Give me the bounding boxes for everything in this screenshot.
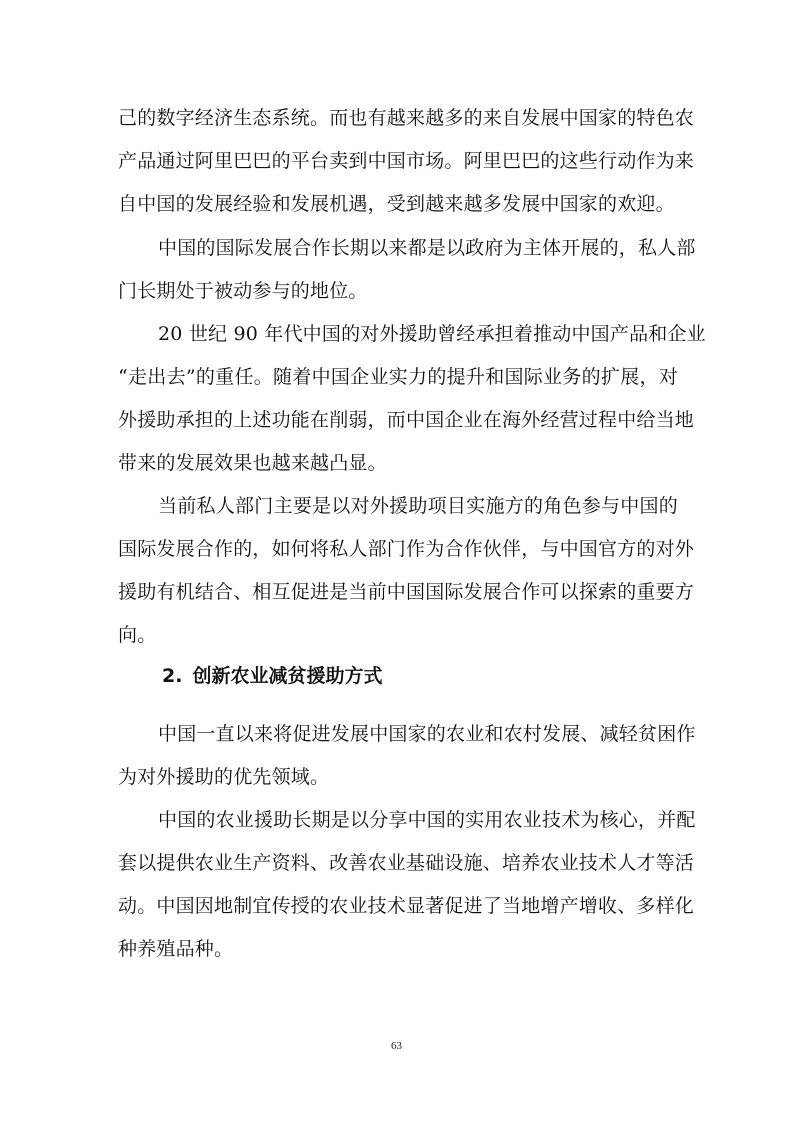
paragraph-line: 当前私人部门主要是以对外援助项目实施方的角色参与中国的 bbox=[158, 495, 678, 517]
paragraph-line: 中国的国际发展合作长期以来都是以政府为主体开展的，私人部 bbox=[158, 237, 696, 259]
section-heading bbox=[162, 664, 382, 688]
paragraph-line: 国际发展合作的，如何将私人部门作为合作伙伴，与中国官方的对外 bbox=[118, 538, 695, 560]
page-number: 63 bbox=[391, 1040, 402, 1052]
paragraph-line: 带来的发展效果也越来越凸显。 bbox=[118, 452, 387, 474]
paragraph-line: 向。 bbox=[118, 624, 157, 646]
paragraph-line: 自中国的发展经验和发展机遇，受到越来越多发展中国家的欢迎。 bbox=[118, 193, 675, 215]
paragraph-line: 中国的农业援助长期是以分享中国的实用农业技术为核心，并配 bbox=[158, 809, 696, 831]
section-number: 2. bbox=[162, 665, 183, 687]
paragraph-line: 援助有机结合、相互促进是当前中国国际发展合作可以探索的重要方 bbox=[118, 581, 695, 603]
paragraph-line: 种养殖品种。 bbox=[118, 938, 234, 960]
paragraph-line: 20 世纪 90 年代中国的对外援助曾经承担着推动中国产品和企业 bbox=[158, 323, 706, 345]
paragraph-line: 套以提供农业生产资料、改善农业基础设施、培养农业技术人才等活 bbox=[118, 852, 695, 874]
paragraph-line: 为对外援助的优先领域。 bbox=[118, 766, 330, 788]
paragraph-line: 中国一直以来将促进发展中国家的农业和农村发展、减轻贫困作 bbox=[158, 723, 696, 745]
paragraph-line: 门长期处于被动参与的地位。 bbox=[118, 280, 368, 302]
paragraph-line: 动。中国因地制宜传授的农业技术显著促进了当地增产增收、多样化 bbox=[118, 895, 695, 917]
paragraph-line: “走出去”的重任。随着中国企业实力的提升和国际业务的扩展，对 bbox=[118, 366, 678, 388]
paragraph-line: 己的数字经济生态系统。而也有越来越多的来自发展中国家的特色农 bbox=[118, 107, 695, 129]
section-title: 创新农业减贫援助方式 bbox=[192, 665, 383, 687]
paragraph-line: 外援助承担的上述功能在削弱，而中国企业在海外经营过程中给当地 bbox=[118, 409, 695, 431]
paragraph-line: 产品通过阿里巴巴的平台卖到中国市场。阿里巴巴的这些行动作为来 bbox=[118, 150, 695, 172]
